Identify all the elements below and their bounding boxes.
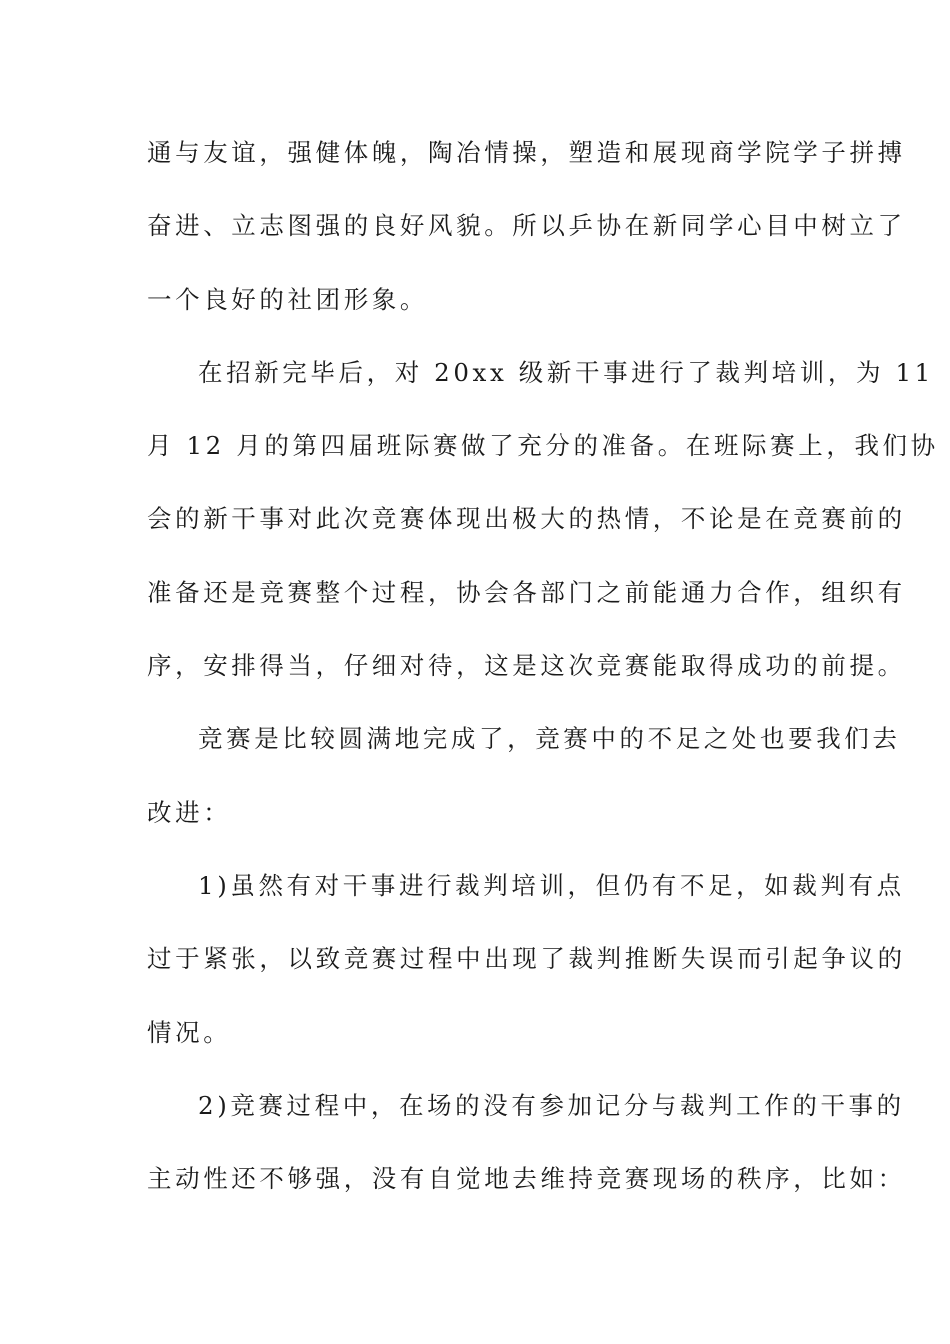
text-line: 一个良好的社团形象。: [147, 284, 428, 314]
text-line: 会的新干事对此次竞赛体现出极大的热情，不论是在竞赛前的: [147, 504, 906, 534]
text-line: 改进：: [147, 797, 232, 827]
text-line: 过于紧张，以致竞赛过程中出现了裁判推断失误而引起争议的: [147, 944, 906, 974]
text-line: 通与友谊，强健体魄，陶冶情操，塑造和展现商学院学子拼搏: [147, 138, 906, 167]
text-line: 奋进、立志图强的良好风貌。所以乒协在新同学心目中树立了: [147, 211, 906, 241]
text-line: 序，安排得当，仔细对待，这是这次竞赛能取得成功的前提。: [147, 651, 906, 681]
list-item-1-start-line: 1)虽然有对干事进行裁判培训，但仍有不足，如裁判有点: [198, 870, 905, 900]
list-item-2-start-line: 2)竞赛过程中，在场的没有参加记分与裁判工作的干事的: [198, 1090, 905, 1120]
text-line: 情况。: [147, 1017, 232, 1047]
text-line: 主动性还不够强，没有自觉地去维持竞赛现场的秩序，比如：: [147, 1164, 906, 1194]
text-line: 准备还是竞赛整个过程，协会各部门之前能通力合作，组织有: [147, 577, 906, 607]
body-text: [147, 127, 939, 1226]
text-line: 月 12 月的第四届班际赛做了充分的准备。在班际赛上，我们协: [147, 431, 939, 461]
paragraph-start-line: 竞赛是比较圆满地完成了，竞赛中的不足之处也要我们去: [198, 724, 901, 754]
paragraph-start-line: 在招新完毕后，对 20xx 级新干事进行了裁判培训，为 11: [198, 357, 934, 387]
